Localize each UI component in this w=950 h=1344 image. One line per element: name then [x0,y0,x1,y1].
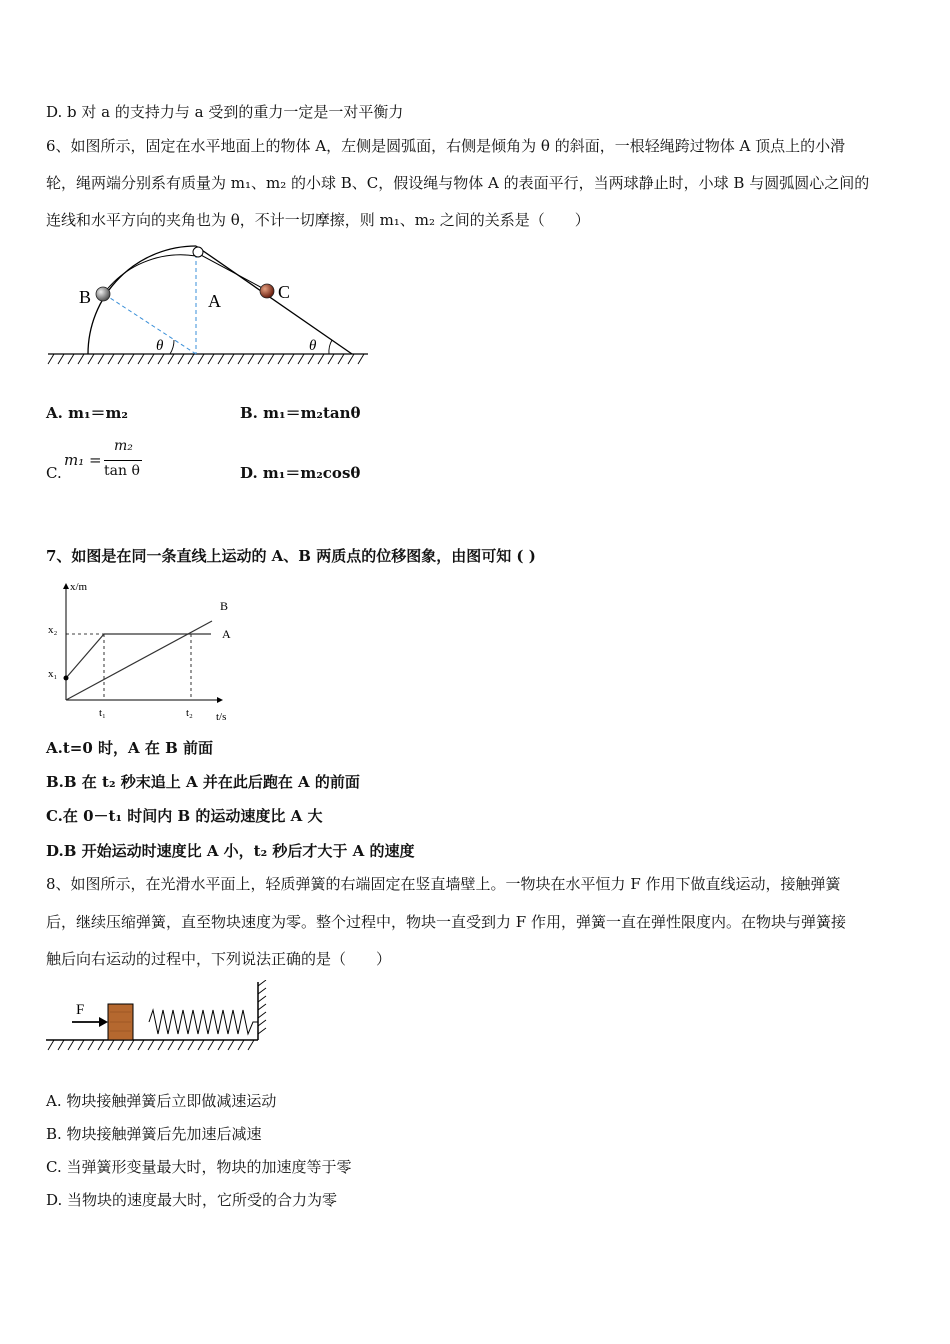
q8-stem-line1: 8、如图所示，在光滑水平面上，轻质弹簧的右端固定在竖直墙壁上。一物块在水平恒力 F 作用下做直线运动，接触弹簧 [46,875,841,893]
angle-right: θ [309,338,317,354]
q6-figure [46,240,376,370]
series-a-line [66,634,211,678]
q8-figure [46,980,276,1055]
y-axis-label: x/m [70,581,88,593]
angle-arc-left [170,340,174,354]
angle-arc-right [329,340,332,354]
q7-option-b: B.B 在 t₂ 秒末追上 A 并在此后跑在 A 的前面 [46,773,360,791]
x-tick-t2: t₂ [186,707,193,719]
dashed-radius [104,294,196,354]
fraction-bar [104,460,142,461]
q6-option-b: B. m₁＝m₂tanθ [240,404,361,422]
x-tick-t1: t₁ [99,707,106,719]
label-f: F [76,1002,85,1018]
q6-stem-line3: 连线和水平方向的夹角也为 θ，不计一切摩擦，则 m₁、m₂ 之间的关系是（ ） [46,211,590,229]
q6-option-c-prefix: C. [46,464,62,482]
q6-stem-line1: 6、如图所示，固定在水平地面上的物体 A，左侧是圆弧面，右侧是倾角为 θ 的斜面，一根轻绳跨过物体 A 顶点上的小滑 [46,137,846,155]
q7-option-d: D.B 开始运动时速度比 A 小，t₂ 秒后才大于 A 的速度 [46,842,415,860]
label-a: A [208,291,221,311]
point-x1 [64,676,69,681]
q7-chart [46,576,236,726]
floor-hatch [48,1040,254,1050]
series-a-label: A [222,627,231,641]
q6-option-a: A. m₁＝m₂ [46,404,128,422]
q7-option-c: C.在 0－t₁ 时间内 B 的运动速度比 A 大 [46,807,323,825]
formula-numerator: m₂ [114,438,133,454]
ball-b [96,287,110,301]
y-tick-x1: x₁ [48,668,58,680]
q8-option-c: C. 当弹簧形变量最大时，物块的加速度等于零 [46,1158,352,1176]
ball-c [260,284,274,298]
rope-right [199,254,266,290]
series-b-label: B [220,599,229,613]
wall-hatch [258,980,266,1034]
ground-hatch [48,354,364,364]
angle-left: θ [156,338,164,354]
label-c: C [278,282,291,302]
q7-stem: 7、如图是在同一条直线上运动的 A、B 两质点的位移图象，由图可知 ( ) [46,547,536,565]
q8-option-d: D. 当物块的速度最大时，它所受的合力为零 [46,1191,338,1209]
q7-option-a: A.t=0 时，A 在 B 前面 [46,739,214,757]
q8-stem-line3: 触后向右运动的过程中，下列说法正确的是（ ） [46,950,392,968]
force-arrowhead [99,1017,108,1027]
q8-option-a: A. 物块接触弹簧后立即做减速运动 [46,1092,277,1110]
series-b-line [66,621,212,700]
formula-denominator: tan θ [104,463,140,479]
q5-option-d: D. b 对 a 的支持力与 a 受到的重力一定是一对平衡力 [46,103,404,121]
rope-arc [102,255,196,296]
formula-lhs: m₁ = [64,451,102,469]
q6-stem-line2: 轮，绳两端分别系有质量为 m₁、m₂ 的小球 B、C，假设绳与物体 A 的表面平行，当两球静止时，小球 B 与圆弧圆心之间的 [46,174,870,192]
label-b: B [79,287,92,307]
q6-option-d: D. m₁＝m₂cosθ [240,464,361,482]
pulley [193,247,203,257]
y-tick-x2: x₂ [48,624,58,636]
q6-option-c-formula [64,438,154,484]
q8-option-b: B. 物块接触弹簧后先加速后减速 [46,1125,262,1143]
spring [149,1010,258,1034]
x-axis-label: t/s [216,711,227,723]
q8-stem-line2: 后，继续压缩弹簧，直至物块速度为零。整个过程中，物块一直受到力 F 作用，弹簧一直在弹性限度内。在物块与弹簧接 [46,913,846,931]
